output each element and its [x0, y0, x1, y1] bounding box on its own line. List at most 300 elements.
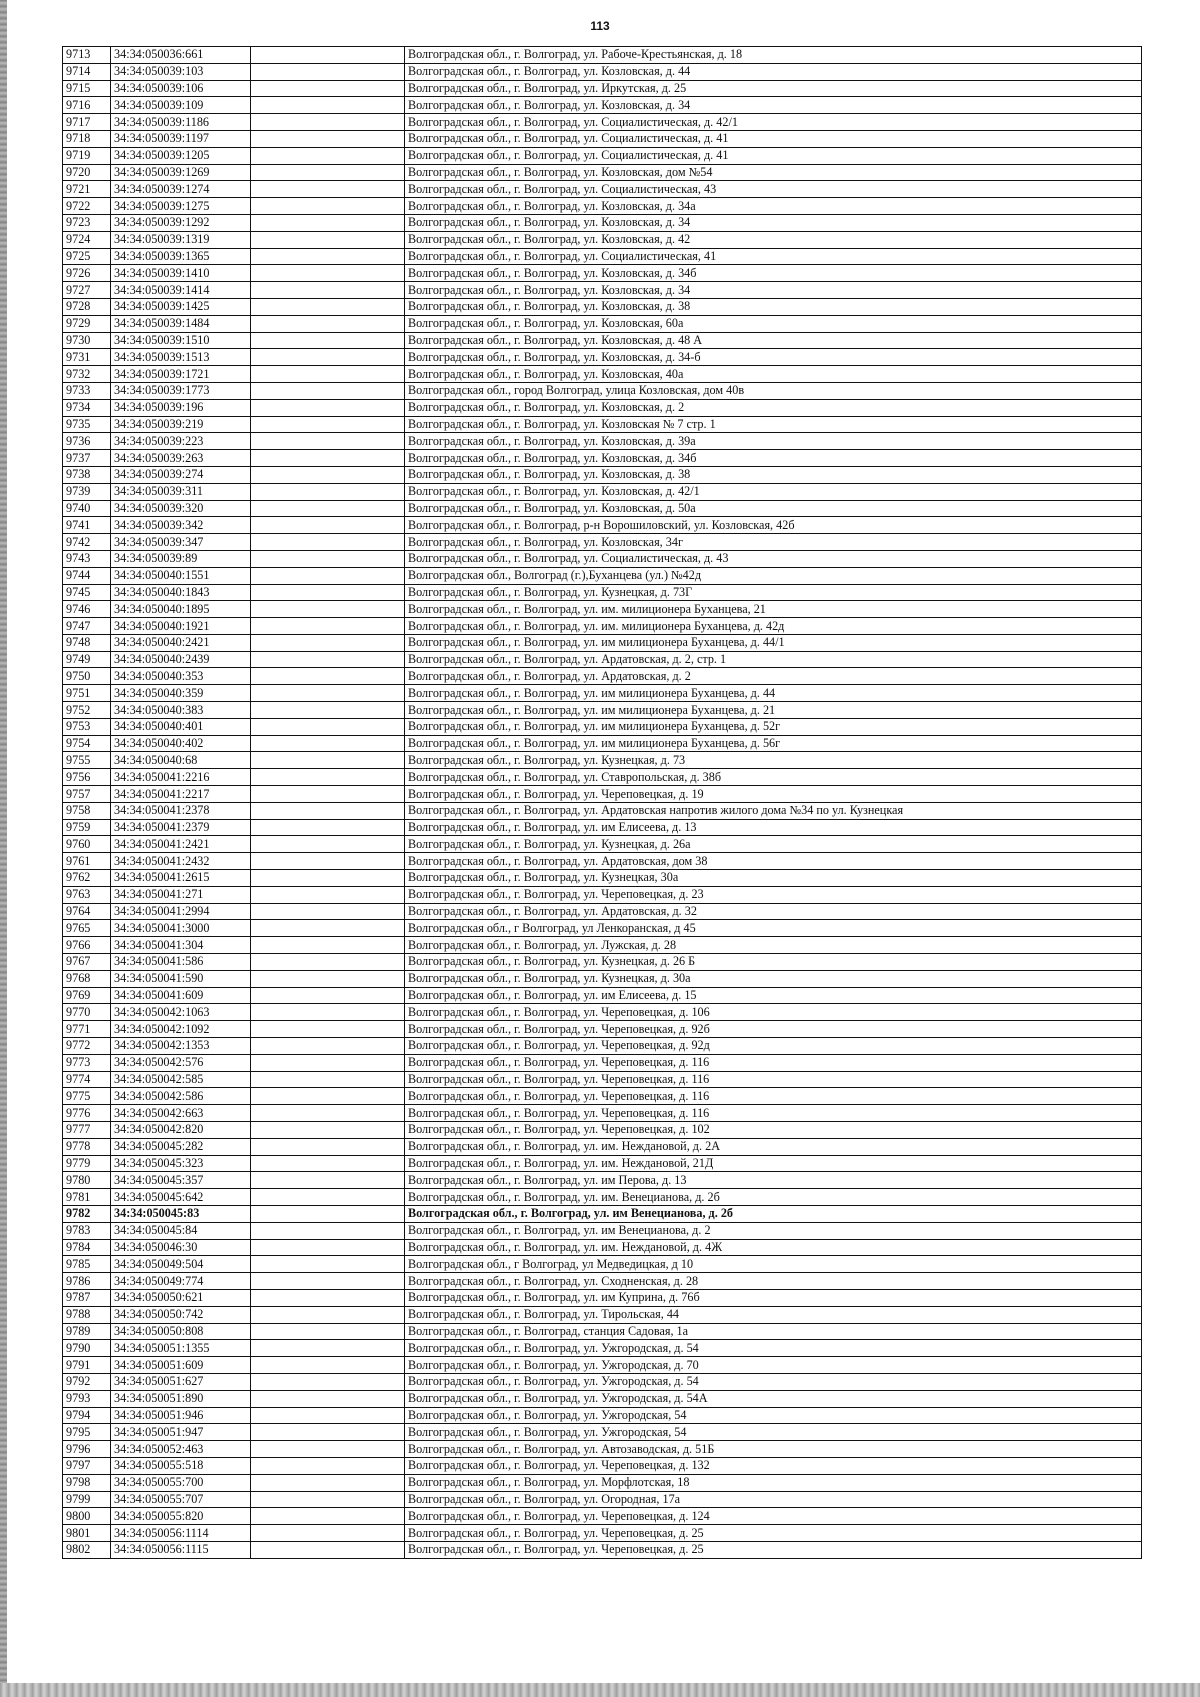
cadastral-number: 34:34:050042:1063	[111, 1004, 251, 1021]
address: Волгоградская обл., г. Волгоград, ул. Рабоче-Крестьянская, д. 18	[405, 47, 1142, 64]
table-row	[63, 164, 1142, 181]
empty-cell	[251, 1289, 405, 1306]
address: Волгоградская обл., г. Волгоград, ул. им. Венецианова, д. 2б	[405, 1189, 1142, 1206]
address: Волгоградская обл., г. Волгоград, ул. Козловская, д. 48 А	[405, 332, 1142, 349]
row-number: 9784	[63, 1239, 111, 1256]
address: Волгоградская обл., г. Волгоград, ул. Череповецкая, д. 116	[405, 1054, 1142, 1071]
address: Волгоградская обл., г. Волгоград, ул. Козловская, д. 50а	[405, 500, 1142, 517]
table-row	[63, 147, 1142, 164]
empty-cell	[251, 80, 405, 97]
empty-cell	[251, 1474, 405, 1491]
empty-cell	[251, 433, 405, 450]
cadastral-number: 34:34:050040:1843	[111, 584, 251, 601]
cadastral-number: 34:34:050039:320	[111, 500, 251, 517]
cadastral-number: 34:34:050040:68	[111, 752, 251, 769]
table-row	[63, 517, 1142, 534]
address: Волгоградская обл., г. Волгоград, ул. Козловская, д. 34-б	[405, 349, 1142, 366]
address: Волгоградская обл., г. Волгоград, ул. им. милиционера Буханцева, д. 42д	[405, 618, 1142, 635]
address: Волгоградская обл., г. Волгоград, ул. Огородная, 17а	[405, 1491, 1142, 1508]
row-number: 9747	[63, 618, 111, 635]
empty-cell	[251, 870, 405, 887]
address: Волгоградская обл., г. Волгоград, ул. Автозаводская, д. 51Б	[405, 1441, 1142, 1458]
row-number: 9773	[63, 1054, 111, 1071]
address: Волгоградская обл., г. Волгоград, ул. Череповецкая, д. 92д	[405, 1038, 1142, 1055]
empty-cell	[251, 1138, 405, 1155]
cadastral-number: 34:34:050055:518	[111, 1457, 251, 1474]
empty-cell	[251, 937, 405, 954]
cadastral-number: 34:34:050040:359	[111, 685, 251, 702]
table-row	[63, 97, 1142, 114]
cadastral-number: 34:34:050040:1551	[111, 567, 251, 584]
table-row	[63, 651, 1142, 668]
empty-cell	[251, 1340, 405, 1357]
address: Волгоградская обл., г. Волгоград, ул. им Елисеева, д. 13	[405, 819, 1142, 836]
row-number: 9739	[63, 483, 111, 500]
address: Волгоградская обл., г. Волгоград, ул. Козловская, д. 42/1	[405, 483, 1142, 500]
row-number: 9735	[63, 416, 111, 433]
empty-cell	[251, 450, 405, 467]
table-row	[63, 1306, 1142, 1323]
row-number: 9799	[63, 1491, 111, 1508]
row-number: 9745	[63, 584, 111, 601]
cadastral-number: 34:34:050045:83	[111, 1205, 251, 1222]
address: Волгоградская обл., г. Волгоград, ул. Череповецкая, д. 116	[405, 1105, 1142, 1122]
row-number: 9785	[63, 1256, 111, 1273]
address: Волгоградская обл., г. Волгоград, ул. им Елисеева, д. 15	[405, 987, 1142, 1004]
cadastral-number: 34:34:050051:890	[111, 1390, 251, 1407]
row-number: 9783	[63, 1222, 111, 1239]
cadastral-number: 34:34:050041:3000	[111, 920, 251, 937]
empty-cell	[251, 231, 405, 248]
register-table-body	[63, 47, 1142, 1559]
address: Волгоградская обл., г. Волгоград, ул. им Венецианова, д. 2б	[405, 1205, 1142, 1222]
cadastral-number: 34:34:050041:590	[111, 970, 251, 987]
empty-cell	[251, 534, 405, 551]
row-number: 9716	[63, 97, 111, 114]
address: Волгоградская обл., город Волгоград, улица Козловская, дом 40в	[405, 382, 1142, 399]
row-number: 9744	[63, 567, 111, 584]
table-row	[63, 970, 1142, 987]
row-number: 9764	[63, 903, 111, 920]
address: Волгоградская обл., г. Волгоград, ул. Социалистическая, д. 41	[405, 147, 1142, 164]
table-row	[63, 634, 1142, 651]
row-number: 9787	[63, 1289, 111, 1306]
cadastral-number: 34:34:050041:2994	[111, 903, 251, 920]
empty-cell	[251, 298, 405, 315]
table-row	[63, 349, 1142, 366]
empty-cell	[251, 567, 405, 584]
empty-cell	[251, 1525, 405, 1542]
row-number: 9726	[63, 265, 111, 282]
address: Волгоградская обл., г. Волгоград, ул. Козловская, дом №54	[405, 164, 1142, 181]
row-number: 9776	[63, 1105, 111, 1122]
cadastral-number: 34:34:050039:1425	[111, 298, 251, 315]
row-number: 9797	[63, 1457, 111, 1474]
row-number: 9790	[63, 1340, 111, 1357]
cadastral-number: 34:34:050039:1292	[111, 214, 251, 231]
row-number: 9771	[63, 1021, 111, 1038]
empty-cell	[251, 1441, 405, 1458]
table-row	[63, 1508, 1142, 1525]
cadastral-number: 34:34:050040:401	[111, 718, 251, 735]
row-number: 9718	[63, 130, 111, 147]
empty-cell	[251, 1306, 405, 1323]
address: Волгоградская обл., г. Волгоград, ул. Козловская, 60а	[405, 315, 1142, 332]
cadastral-number: 34:34:050039:1274	[111, 181, 251, 198]
row-number: 9732	[63, 366, 111, 383]
table-row	[63, 231, 1142, 248]
row-number: 9756	[63, 769, 111, 786]
scan-edge-left	[0, 0, 7, 1697]
row-number: 9730	[63, 332, 111, 349]
cadastral-number: 34:34:050039:1319	[111, 231, 251, 248]
address: Волгоградская обл., г. Волгоград, р-н Ворошиловский, ул. Козловская, 42б	[405, 517, 1142, 534]
cadastral-number: 34:34:050039:347	[111, 534, 251, 551]
cadastral-number: 34:34:050040:353	[111, 668, 251, 685]
cadastral-number: 34:34:050036:661	[111, 47, 251, 64]
table-row	[63, 1541, 1142, 1558]
table-row	[63, 1239, 1142, 1256]
row-number: 9733	[63, 382, 111, 399]
row-number: 9774	[63, 1071, 111, 1088]
table-row	[63, 1340, 1142, 1357]
address: Волгоградская обл., г. Волгоград, ул. Череповецкая, д. 116	[405, 1071, 1142, 1088]
row-number: 9800	[63, 1508, 111, 1525]
row-number: 9798	[63, 1474, 111, 1491]
empty-cell	[251, 1256, 405, 1273]
row-number: 9724	[63, 231, 111, 248]
row-number: 9775	[63, 1088, 111, 1105]
address: Волгоградская обл., г. Волгоград, ул. Ужгородская, д. 70	[405, 1357, 1142, 1374]
empty-cell	[251, 668, 405, 685]
table-row	[63, 903, 1142, 920]
row-number: 9728	[63, 298, 111, 315]
address: Волгоградская обл., г. Волгоград, ул. Социалистическая, д. 41	[405, 130, 1142, 147]
cadastral-number: 34:34:050045:84	[111, 1222, 251, 1239]
row-number: 9734	[63, 399, 111, 416]
table-row	[63, 718, 1142, 735]
address: Волгоградская обл., г. Волгоград, ул. им милиционера Буханцева, д. 56г	[405, 735, 1142, 752]
empty-cell	[251, 1491, 405, 1508]
row-number: 9725	[63, 248, 111, 265]
cadastral-number: 34:34:050039:1365	[111, 248, 251, 265]
empty-cell	[251, 1457, 405, 1474]
row-number: 9768	[63, 970, 111, 987]
table-row	[63, 534, 1142, 551]
table-row	[63, 1071, 1142, 1088]
table-row	[63, 181, 1142, 198]
cadastral-number: 34:34:050051:947	[111, 1424, 251, 1441]
address: Волгоградская обл., г. Волгоград, ул. Ардатовская, д. 32	[405, 903, 1142, 920]
address: Волгоградская обл., г. Волгоград, ул. Ужгородская, д. 54А	[405, 1390, 1142, 1407]
address: Волгоградская обл., г. Волгоград, ул. Сходненская, д. 28	[405, 1273, 1142, 1290]
table-row	[63, 433, 1142, 450]
row-number: 9723	[63, 214, 111, 231]
empty-cell	[251, 886, 405, 903]
empty-cell	[251, 987, 405, 1004]
empty-cell	[251, 248, 405, 265]
table-row	[63, 214, 1142, 231]
table-row	[63, 1491, 1142, 1508]
empty-cell	[251, 735, 405, 752]
table-row	[63, 668, 1142, 685]
row-number: 9753	[63, 718, 111, 735]
empty-cell	[251, 265, 405, 282]
table-row	[63, 1004, 1142, 1021]
table-row	[63, 752, 1142, 769]
cadastral-number: 34:34:050039:1275	[111, 198, 251, 215]
empty-cell	[251, 1172, 405, 1189]
row-number: 9770	[63, 1004, 111, 1021]
empty-cell	[251, 466, 405, 483]
cadastral-number: 34:34:050039:1513	[111, 349, 251, 366]
empty-cell	[251, 1189, 405, 1206]
cadastral-number: 34:34:050051:946	[111, 1407, 251, 1424]
row-number: 9720	[63, 164, 111, 181]
empty-cell	[251, 315, 405, 332]
row-number: 9757	[63, 786, 111, 803]
table-row	[63, 382, 1142, 399]
empty-cell	[251, 1038, 405, 1055]
empty-cell	[251, 1105, 405, 1122]
row-number: 9779	[63, 1155, 111, 1172]
empty-cell	[251, 1407, 405, 1424]
empty-cell	[251, 399, 405, 416]
empty-cell	[251, 214, 405, 231]
empty-cell	[251, 332, 405, 349]
table-row	[63, 1390, 1142, 1407]
empty-cell	[251, 1508, 405, 1525]
empty-cell	[251, 114, 405, 131]
table-row	[63, 954, 1142, 971]
table-row	[63, 1373, 1142, 1390]
cadastral-number: 34:34:050039:219	[111, 416, 251, 433]
address: Волгоградская обл., г. Волгоград, ул. Козловская, д. 34	[405, 97, 1142, 114]
cadastral-number: 34:34:050040:1895	[111, 601, 251, 618]
cadastral-number: 34:34:050055:700	[111, 1474, 251, 1491]
cadastral-number: 34:34:050046:30	[111, 1239, 251, 1256]
address: Волгоградская обл., г. Волгоград, ул. Социалистическая, д. 43	[405, 550, 1142, 567]
table-row	[63, 399, 1142, 416]
table-row	[63, 550, 1142, 567]
table-row	[63, 584, 1142, 601]
cadastral-number: 34:34:050039:1414	[111, 282, 251, 299]
row-number: 9792	[63, 1373, 111, 1390]
address: Волгоградская обл., г. Волгоград, ул. Козловская, 40а	[405, 366, 1142, 383]
cadastral-number: 34:34:050039:1205	[111, 147, 251, 164]
row-number: 9713	[63, 47, 111, 64]
row-number: 9752	[63, 702, 111, 719]
row-number: 9727	[63, 282, 111, 299]
address: Волгоградская обл., г. Волгоград, ул. Тирольская, 44	[405, 1306, 1142, 1323]
table-row	[63, 1474, 1142, 1491]
table-row	[63, 282, 1142, 299]
table-row	[63, 1021, 1142, 1038]
empty-cell	[251, 1004, 405, 1021]
table-row	[63, 298, 1142, 315]
address: Волгоградская обл., г. Волгоград, ул. Череповецкая, д. 132	[405, 1457, 1142, 1474]
address: Волгоградская обл., г. Волгоград, ул. Козловская, д. 34б	[405, 265, 1142, 282]
row-number: 9729	[63, 315, 111, 332]
table-row	[63, 1155, 1142, 1172]
empty-cell	[251, 47, 405, 64]
empty-cell	[251, 366, 405, 383]
address: Волгоградская обл., г. Волгоград, ул. им. Неждановой, д. 4Ж	[405, 1239, 1142, 1256]
address: Волгоградская обл., г. Волгоград, ул. Ужгородская, д. 54	[405, 1340, 1142, 1357]
cadastral-number: 34:34:050049:504	[111, 1256, 251, 1273]
cadastral-number: 34:34:050042:1092	[111, 1021, 251, 1038]
address: Волгоградская обл., г. Волгоград, ул. им милиционера Буханцева, д. 52г	[405, 718, 1142, 735]
table-row	[63, 786, 1142, 803]
address: Волгоградская обл., г. Волгоград, ул. Козловская, д. 42	[405, 231, 1142, 248]
cadastral-number: 34:34:050055:820	[111, 1508, 251, 1525]
address: Волгоградская обл., г. Волгоград, ул. Кузнецкая, д. 73Г	[405, 584, 1142, 601]
address: Волгоградская обл., г. Волгоград, ул. им. милиционера Буханцева, 21	[405, 601, 1142, 618]
cadastral-number: 34:34:050039:263	[111, 450, 251, 467]
address: Волгоградская обл., г. Волгоград, ул. Кузнецкая, д. 73	[405, 752, 1142, 769]
table-row	[63, 198, 1142, 215]
address: Волгоградская обл., г. Волгоград, ул. Ставропольская, д. 38б	[405, 769, 1142, 786]
table-row	[63, 366, 1142, 383]
table-row	[63, 1205, 1142, 1222]
cadastral-number: 34:34:050045:323	[111, 1155, 251, 1172]
address: Волгоградская обл., г. Волгоград, ул. Ужгородская, 54	[405, 1424, 1142, 1441]
table-row	[63, 987, 1142, 1004]
cadastral-number: 34:34:050042:663	[111, 1105, 251, 1122]
address: Волгоградская обл., г. Волгоград, ул. Козловская, д. 38	[405, 466, 1142, 483]
table-row	[63, 1222, 1142, 1239]
table-row	[63, 886, 1142, 903]
row-number: 9793	[63, 1390, 111, 1407]
empty-cell	[251, 1323, 405, 1340]
table-row	[63, 769, 1142, 786]
cadastral-number: 34:34:050039:1269	[111, 164, 251, 181]
cadastral-number: 34:34:050040:383	[111, 702, 251, 719]
address: Волгоградская обл., г. Волгоград, ул. Череповецкая, д. 23	[405, 886, 1142, 903]
empty-cell	[251, 836, 405, 853]
cadastral-number: 34:34:050042:586	[111, 1088, 251, 1105]
empty-cell	[251, 1541, 405, 1558]
cadastral-number: 34:34:050039:1186	[111, 114, 251, 131]
empty-cell	[251, 618, 405, 635]
cadastral-number: 34:34:050050:621	[111, 1289, 251, 1306]
empty-cell	[251, 1088, 405, 1105]
table-row	[63, 1256, 1142, 1273]
empty-cell	[251, 752, 405, 769]
empty-cell	[251, 349, 405, 366]
table-row	[63, 450, 1142, 467]
table-row	[63, 265, 1142, 282]
empty-cell	[251, 651, 405, 668]
row-number: 9786	[63, 1273, 111, 1290]
address: Волгоградская обл., г. Волгоград, ул. Кузнецкая, д. 30а	[405, 970, 1142, 987]
empty-cell	[251, 769, 405, 786]
table-row	[63, 920, 1142, 937]
cadastral-number: 34:34:050041:2378	[111, 802, 251, 819]
table-row	[63, 1424, 1142, 1441]
scan-edge-bottom	[0, 1683, 1200, 1697]
row-number: 9740	[63, 500, 111, 517]
cadastral-number: 34:34:050041:271	[111, 886, 251, 903]
address: Волгоградская обл., г. Волгоград, ул. Ардатовская напротив жилого дома №34 по ул. Кузнецкая	[405, 802, 1142, 819]
row-number: 9758	[63, 802, 111, 819]
address: Волгоградская обл., г. Волгоград, ул. Ардатовская, д. 2, стр. 1	[405, 651, 1142, 668]
cadastral-number: 34:34:050041:304	[111, 937, 251, 954]
cadastral-number: 34:34:050039:1721	[111, 366, 251, 383]
empty-cell	[251, 1021, 405, 1038]
row-number: 9742	[63, 534, 111, 551]
address: Волгоградская обл., г Волгоград, ул Медведицкая, д 10	[405, 1256, 1142, 1273]
address: Волгоградская обл., г. Волгоград, ул. Ардатовская, дом 38	[405, 853, 1142, 870]
address: Волгоградская обл., г. Волгоград, ул. им. Неждановой, 21Д	[405, 1155, 1142, 1172]
cadastral-number: 34:34:050055:707	[111, 1491, 251, 1508]
table-row	[63, 1138, 1142, 1155]
cadastral-number: 34:34:050056:1114	[111, 1525, 251, 1542]
empty-cell	[251, 416, 405, 433]
address: Волгоградская обл., г. Волгоград, ул. Социалистическая, 43	[405, 181, 1142, 198]
empty-cell	[251, 954, 405, 971]
address: Волгоградская обл., г. Волгоград, ул. им милиционера Буханцева, д. 44	[405, 685, 1142, 702]
empty-cell	[251, 1071, 405, 1088]
cadastral-number: 34:34:050049:774	[111, 1273, 251, 1290]
table-row	[63, 1357, 1142, 1374]
table-row	[63, 1273, 1142, 1290]
cadastral-number: 34:34:050051:609	[111, 1357, 251, 1374]
row-number: 9772	[63, 1038, 111, 1055]
table-row	[63, 1189, 1142, 1206]
empty-cell	[251, 1239, 405, 1256]
row-number: 9748	[63, 634, 111, 651]
table-row	[63, 416, 1142, 433]
row-number: 9750	[63, 668, 111, 685]
cadastral-number: 34:34:050051:627	[111, 1373, 251, 1390]
empty-cell	[251, 685, 405, 702]
cadastral-number: 34:34:050039:342	[111, 517, 251, 534]
address: Волгоградская обл., г. Волгоград, ул. Череповецкая, д. 124	[405, 1508, 1142, 1525]
cadastral-number: 34:34:050050:742	[111, 1306, 251, 1323]
cadastral-number: 34:34:050040:402	[111, 735, 251, 752]
table-row	[63, 1289, 1142, 1306]
table-row	[63, 853, 1142, 870]
address: Волгоградская обл., Волгоград (г.),Буханцева (ул.) №42д	[405, 567, 1142, 584]
table-row	[63, 702, 1142, 719]
empty-cell	[251, 147, 405, 164]
table-row	[63, 1323, 1142, 1340]
cadastral-number: 34:34:050041:2432	[111, 853, 251, 870]
empty-cell	[251, 500, 405, 517]
cadastral-number: 34:34:050039:223	[111, 433, 251, 450]
cadastral-number: 34:34:050039:274	[111, 466, 251, 483]
empty-cell	[251, 1222, 405, 1239]
row-number: 9721	[63, 181, 111, 198]
cadastral-number: 34:34:050039:106	[111, 80, 251, 97]
address: Волгоградская обл., г. Волгоград, ул. Козловская, д. 39а	[405, 433, 1142, 450]
empty-cell	[251, 920, 405, 937]
table-row	[63, 802, 1142, 819]
table-row	[63, 1122, 1142, 1139]
row-number: 9795	[63, 1424, 111, 1441]
empty-cell	[251, 282, 405, 299]
empty-cell	[251, 634, 405, 651]
row-number: 9717	[63, 114, 111, 131]
address: Волгоградская обл., г. Волгоград, ул. Козловская, д. 34б	[405, 450, 1142, 467]
row-number: 9788	[63, 1306, 111, 1323]
cadastral-number: 34:34:050045:282	[111, 1138, 251, 1155]
table-row	[63, 1088, 1142, 1105]
cadastral-number: 34:34:050039:1773	[111, 382, 251, 399]
empty-cell	[251, 164, 405, 181]
address: Волгоградская обл., г. Волгоград, ул. Иркутская, д. 25	[405, 80, 1142, 97]
